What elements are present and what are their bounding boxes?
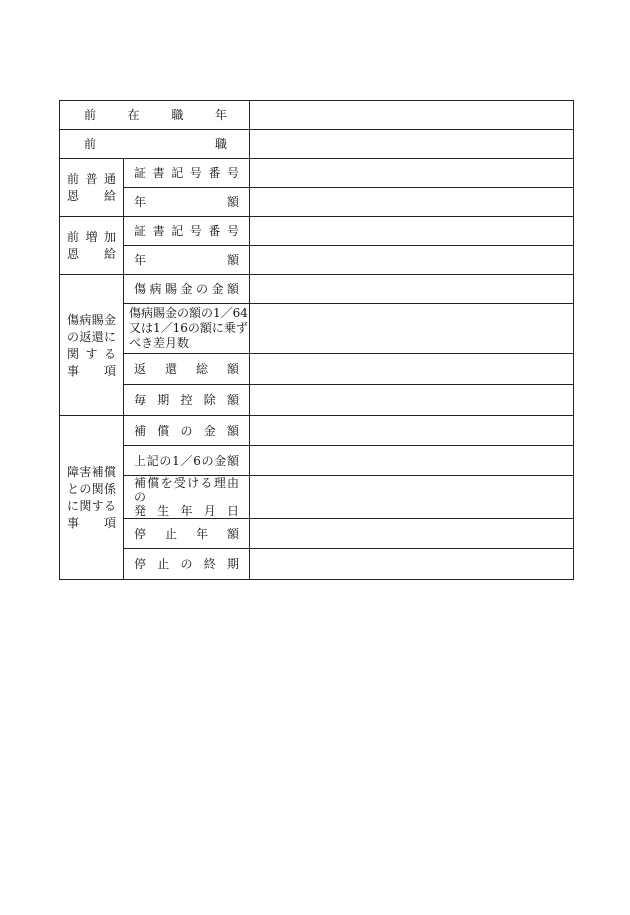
group-disability-compensation: 障害補償 との関係 に関する 事 項	[60, 416, 124, 580]
row-injury-total	[60, 354, 574, 385]
label-prev-normal-cert: 証書記号番号	[124, 159, 250, 188]
row-prev-increased-cert	[60, 217, 574, 246]
value-prev-normal-annual[interactable]	[250, 188, 574, 217]
row-prev-position	[60, 130, 574, 159]
value-comp-amount[interactable]	[250, 416, 574, 446]
row-prev-normal-cert	[60, 159, 574, 188]
row-comp-amount	[60, 416, 574, 446]
row-injury-deduction	[60, 385, 574, 416]
row-comp-suspended-annual	[60, 519, 574, 549]
row-comp-sixth	[60, 446, 574, 476]
group-prev-normal-pension: 前普通 恩 給	[60, 159, 124, 217]
label-prev-increased-cert: 証書記号番号	[124, 217, 250, 246]
value-comp-sixth[interactable]	[250, 446, 574, 476]
value-comp-suspension-end[interactable]	[250, 549, 574, 580]
row-comp-suspension-end	[60, 549, 574, 580]
label-injury-total: 返還総額	[124, 354, 250, 385]
value-prev-service-years[interactable]	[250, 101, 574, 130]
value-prev-increased-cert[interactable]	[250, 217, 574, 246]
row-prev-normal-annual	[60, 188, 574, 217]
label-comp-suspension-end: 停止の終期	[124, 549, 250, 580]
group-prev-increased-pension: 前増加 恩 給	[60, 217, 124, 275]
label-injury-amount: 傷病賜金の金額	[124, 275, 250, 304]
label-prev-increased-annual: 年 額	[124, 246, 250, 275]
value-prev-increased-annual[interactable]	[250, 246, 574, 275]
value-injury-amount[interactable]	[250, 275, 574, 304]
label-comp-occurrence: 補償を受ける理由の 発生年月日	[124, 476, 250, 519]
label-comp-suspended-annual: 停止年額	[124, 519, 250, 549]
label-prev-normal-annual: 年 額	[124, 188, 250, 217]
row-comp-occurrence	[60, 476, 574, 519]
label-comp-sixth: 上記の1／6の金額	[124, 446, 250, 476]
row-injury-months	[60, 304, 574, 354]
value-injury-deduction[interactable]	[250, 385, 574, 416]
label-prev-position: 前 職	[60, 130, 250, 159]
label-injury-deduction: 毎期控除額	[124, 385, 250, 416]
value-injury-months[interactable]	[250, 304, 574, 354]
label-prev-service-years: 前 在 職 年	[60, 101, 250, 130]
value-prev-normal-cert[interactable]	[250, 159, 574, 188]
label-comp-amount: 補償の金額	[124, 416, 250, 446]
row-injury-amount	[60, 275, 574, 304]
pension-form-table	[59, 100, 574, 580]
row-prev-increased-annual	[60, 246, 574, 275]
value-comp-suspended-annual[interactable]	[250, 519, 574, 549]
value-prev-position[interactable]	[250, 130, 574, 159]
value-injury-total[interactable]	[250, 354, 574, 385]
group-injury-allowance-refund: 傷病賜金 の返還に 関する 事 項	[60, 275, 124, 416]
value-comp-occurrence[interactable]	[250, 476, 574, 519]
label-injury-months: 傷病賜金の額の1／64 又は1／16の額に乗ず べき差月数	[124, 304, 250, 354]
row-prev-service-years	[60, 101, 574, 130]
